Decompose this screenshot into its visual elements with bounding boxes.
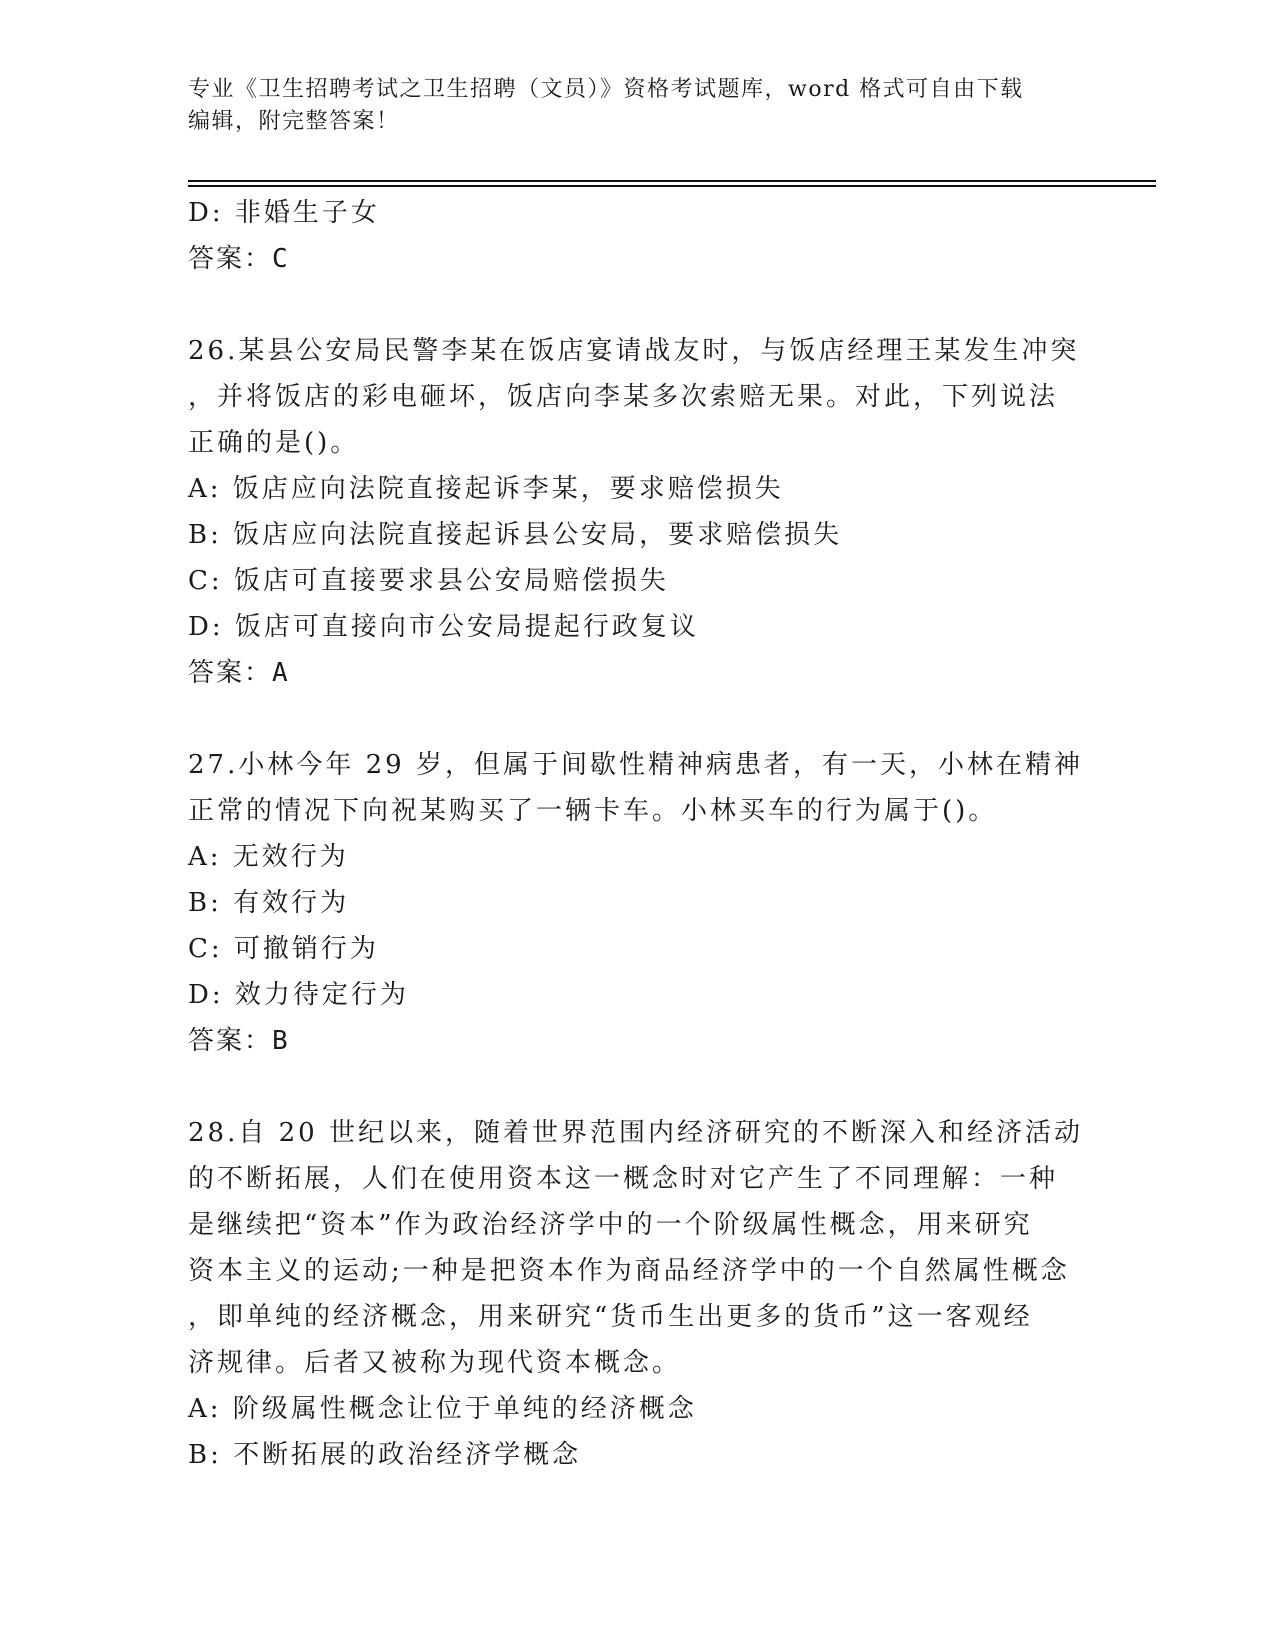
header-line-1: 专业《卫生招聘考试之卫生招聘（文员）》资格考试题库，word 格式可自由下载 bbox=[188, 77, 1024, 102]
question-26 bbox=[188, 328, 1088, 696]
answer-label: 答案： bbox=[188, 1026, 273, 1056]
option-c: C: 饭店可直接要求县公安局赔偿损失 bbox=[188, 566, 669, 596]
question-text-line: ，并将饭店的彩电砸坏，饭店向李某多次索赔无果。对此，下列说法 bbox=[188, 382, 1059, 412]
answer-value: A bbox=[272, 658, 290, 688]
question-text-line: 是继续把“资本”作为政治经济学中的一个阶级属性概念，用来研究 bbox=[188, 1210, 1033, 1240]
question-27 bbox=[188, 742, 1088, 1064]
previous-question-tail bbox=[188, 190, 1088, 282]
header-divider-top bbox=[188, 180, 1156, 182]
answer-value: B bbox=[272, 1026, 290, 1056]
answer-line bbox=[188, 236, 1088, 282]
question-content bbox=[188, 190, 1088, 1478]
answer-label: 答案： bbox=[188, 244, 273, 274]
question-text-line: 济规律。后者又被称为现代资本概念。 bbox=[188, 1348, 682, 1378]
answer-line bbox=[188, 650, 1088, 696]
option-b: B: 饭店应向法院直接起诉县公安局，要求赔偿损失 bbox=[188, 520, 843, 550]
option-b: B: 有效行为 bbox=[188, 888, 350, 918]
document-header bbox=[188, 74, 1068, 138]
question-text-line: 28.自 20 世纪以来，随着世界范围内经济研究的不断深入和经济活动 bbox=[188, 1118, 1083, 1148]
question-text-line: ，即单纯的经济概念，用来研究“货币生出更多的货币”这一客观经 bbox=[188, 1302, 1033, 1332]
option-a: A: 阶级属性概念让位于单纯的经济概念 bbox=[188, 1394, 697, 1424]
option-a: A: 饭店应向法院直接起诉李某，要求赔偿损失 bbox=[188, 474, 784, 504]
question-text-line: 资本主义的运动;一种是把资本作为商品经济学中的一个自然属性概念 bbox=[188, 1256, 1070, 1286]
option-d: D: 饭店可直接向市公安局提起行政复议 bbox=[188, 612, 699, 642]
answer-line bbox=[188, 1018, 1088, 1064]
question-text-line: 正常的情况下向祝某购买了一辆卡车。小林买车的行为属于()。 bbox=[188, 796, 998, 826]
answer-label: 答案： bbox=[188, 658, 273, 688]
option-d: D: 非婚生子女 bbox=[188, 198, 380, 228]
question-28 bbox=[188, 1110, 1088, 1478]
option-c: C: 可撤销行为 bbox=[188, 934, 379, 964]
header-line-2: 编辑，附完整答案！ bbox=[188, 109, 400, 134]
option-d: D: 效力待定行为 bbox=[188, 980, 409, 1010]
answer-value: C bbox=[272, 244, 290, 274]
option-b: B: 不断拓展的政治经济学概念 bbox=[188, 1440, 582, 1470]
question-text-line: 的不断拓展，人们在使用资本这一概念时对它产生了不同理解：一种 bbox=[188, 1164, 1059, 1194]
question-text-line: 正确的是()。 bbox=[188, 428, 360, 458]
question-text-line: 26.某县公安局民警李某在饭店宴请战友时，与饭店经理王某发生冲突 bbox=[188, 336, 1080, 366]
option-a: A: 无效行为 bbox=[188, 842, 349, 872]
header-divider-bottom bbox=[188, 185, 1156, 187]
question-text-line: 27.小林今年 29 岁，但属于间歇性精神病患者，有一天，小林在精神 bbox=[188, 750, 1083, 780]
